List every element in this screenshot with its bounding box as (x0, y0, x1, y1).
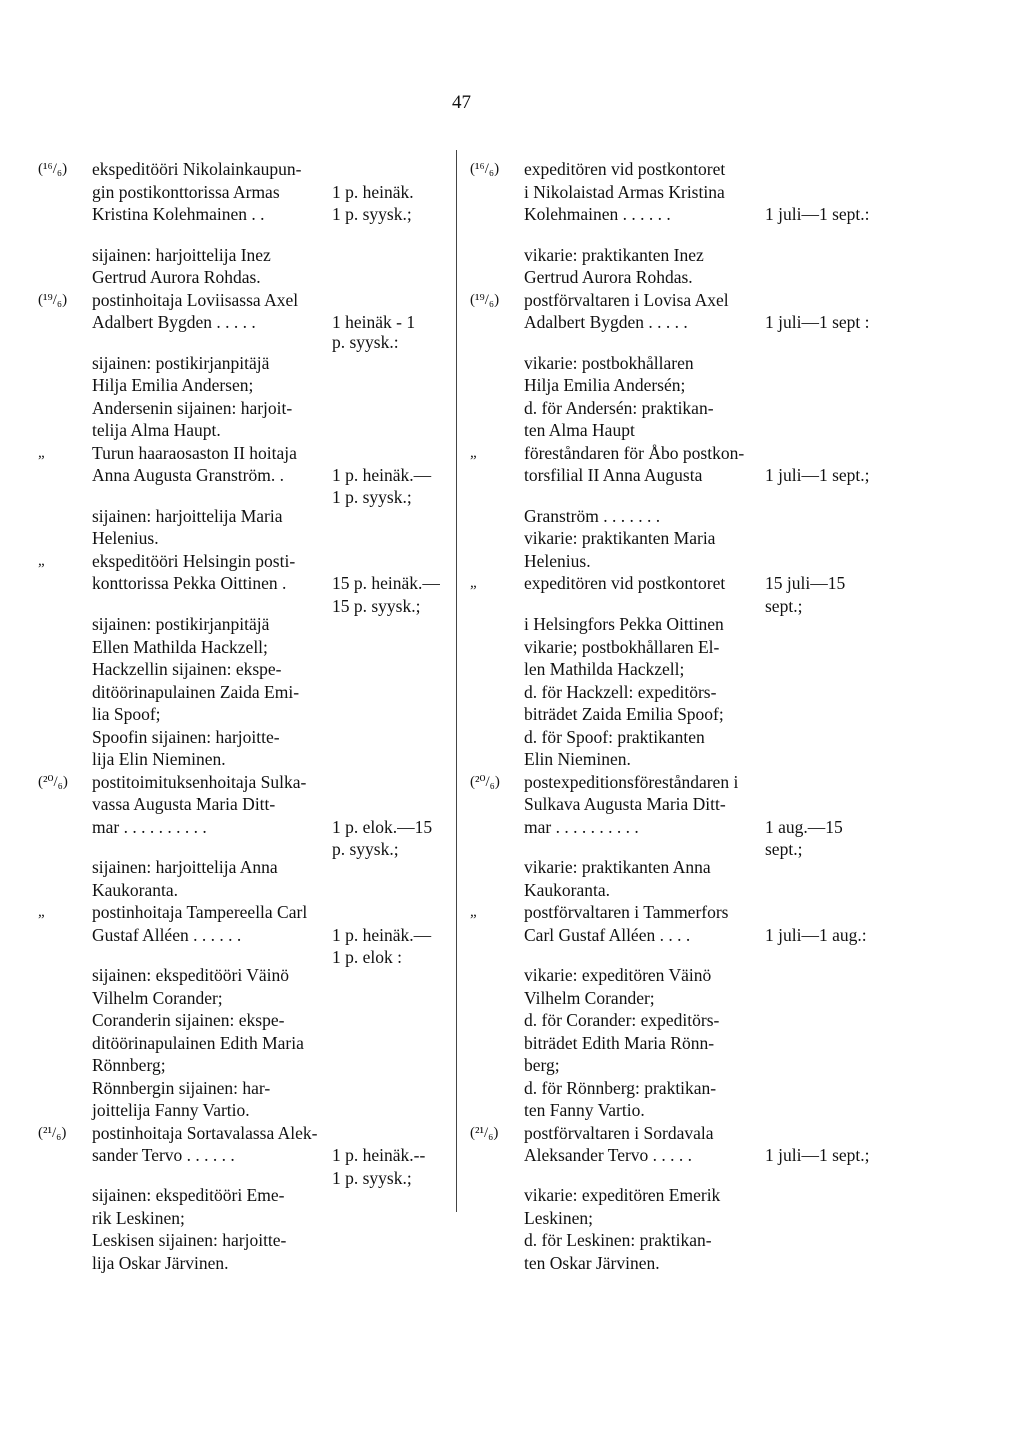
text-line: sijainen: harjoittelija Inez (92, 245, 271, 265)
text-line: postförvaltaren i Tammerfors (524, 902, 729, 922)
text-line: Kolehmainen . . . . . . (524, 204, 671, 224)
text-line: Adalbert Bygden . . . . . (92, 312, 256, 332)
entry-marker: (²⁰/₆) (38, 774, 68, 790)
text-line: i Helsingfors Pekka Oittinen (524, 614, 724, 634)
text-line: vikarie: praktikanten Anna (524, 857, 711, 877)
text-line: vassa Augusta Maria Ditt- (92, 794, 276, 814)
entry-marker: „ (38, 445, 45, 461)
entry-marker: (¹⁹/₆) (38, 292, 68, 308)
entry-marker: „ (470, 575, 477, 591)
text-line: ditöörinapulainen Zaida Emi- (92, 682, 300, 702)
date-range: 15 p. syysk.; (332, 596, 421, 616)
text-line: postinhoitaja Tampereella Carl (92, 902, 308, 922)
entry-marker: „ (38, 553, 45, 569)
text-line: vikarie: postbokhållaren (524, 353, 694, 373)
date-range: 1 heinäk - 1 (332, 312, 416, 332)
text-line: lija Elin Nieminen. (92, 749, 226, 769)
text-line: Kristina Kolehmainen . . (92, 204, 265, 224)
date-range: 1 juli—1 sept : (765, 312, 870, 332)
text-line: Hilja Emilia Andersen; (92, 375, 254, 395)
entry-marker: (²¹/₆) (38, 1125, 67, 1141)
text-line: ditöörinapulainen Edith Maria (92, 1033, 304, 1053)
text-line: postexpeditionsföreståndaren i (524, 772, 739, 792)
date-range: 1 p. elok.—15 (332, 817, 433, 837)
date-range: 1 p. heinäk.— (332, 925, 432, 945)
text-line: joittelija Fanny Vartio. (92, 1100, 250, 1120)
date-range: 1 p. heinäk.-- (332, 1145, 426, 1165)
entry-marker: (¹⁶/₆) (470, 161, 500, 177)
text-line: Granström . . . . . . . (524, 506, 661, 526)
text-line: len Mathilda Hackzell; (524, 659, 685, 679)
text-line: Turun haaraosaston II hoitaja (92, 443, 297, 463)
text-line: expeditören vid postkontoret (524, 159, 726, 179)
entry-marker: „ (470, 904, 477, 920)
date-range: 1 p. syysk.; (332, 204, 412, 224)
text-line: d. för Andersén: praktikan- (524, 398, 714, 418)
text-line: sijainen: ekspeditööri Eme- (92, 1185, 285, 1205)
text-line: sijainen: ekspeditööri Väinö (92, 965, 290, 985)
date-range: p. syysk.: (332, 332, 399, 352)
text-line: lija Oskar Järvinen. (92, 1253, 229, 1273)
text-line: i Nikolaistad Armas Kristina (524, 182, 725, 202)
date-range: p. syysk.; (332, 839, 399, 859)
text-line: ekspeditööri Nikolainkaupun- (92, 159, 302, 179)
text-line: Gertrud Aurora Rohdas. (92, 267, 261, 287)
date-range: sept.; (765, 596, 803, 616)
text-line: mar . . . . . . . . . . (524, 817, 639, 837)
text-line: sijainen: harjoittelija Maria (92, 506, 283, 526)
entry-marker: (¹⁹/₆) (470, 292, 500, 308)
text-line: Hilja Emilia Andersén; (524, 375, 686, 395)
text-line: gin postikonttorissa Armas (92, 182, 280, 202)
date-range: 1 aug.—15 (765, 817, 843, 837)
text-line: Andersenin sijainen: harjoit- (92, 398, 293, 418)
text-line: Spoofin sijainen: harjoitte- (92, 727, 280, 747)
date-range: 1 juli—1 sept.; (765, 1145, 870, 1165)
text-line: biträdet Zaida Emilia Spoof; (524, 704, 724, 724)
date-range: 1 p. elok : (332, 947, 402, 967)
date-range: sept.; (765, 839, 803, 859)
text-line: Kaukoranta. (92, 880, 179, 900)
date-range: 1 juli—1 sept.: (765, 204, 870, 224)
page-number: 47 (452, 92, 471, 113)
text-line: föreståndaren för Åbo postkon- (524, 443, 745, 463)
date-range: 1 p. syysk.; (332, 1168, 412, 1188)
date-range: 1 juli—1 aug.: (765, 925, 867, 945)
text-line: ten Alma Haupt (524, 420, 635, 440)
text-line: rik Leskinen; (92, 1208, 185, 1228)
text-line: Gertrud Aurora Rohdas. (524, 267, 693, 287)
text-line: sander Tervo . . . . . . (92, 1145, 235, 1165)
text-line: Leskinen; (524, 1208, 594, 1228)
text-line: d. för Leskinen: praktikan- (524, 1230, 712, 1250)
text-line: vikarie: expeditören Väinö (524, 965, 712, 985)
text-line: Leskisen sijainen: harjoitte- (92, 1230, 287, 1250)
text-line: Gustaf Alléen . . . . . . (92, 925, 242, 945)
text-line: Adalbert Bygden . . . . . (524, 312, 688, 332)
text-line: ten Fanny Vartio. (524, 1100, 645, 1120)
text-line: postinhoitaja Loviisassa Axel (92, 290, 299, 310)
date-range: 15 juli—15 (765, 573, 846, 593)
entry-marker: (²¹/₆) (470, 1125, 499, 1141)
text-line: d. för Corander: expeditörs- (524, 1010, 720, 1030)
text-line: Helenius. (92, 528, 159, 548)
text-line: lia Spoof; (92, 704, 161, 724)
text-line: Carl Gustaf Alléen . . . . (524, 925, 691, 945)
column-divider (456, 150, 457, 1212)
text-line: expeditören vid postkontoret (524, 573, 726, 593)
entry-marker: „ (38, 904, 45, 920)
text-line: Rönnberg; (92, 1055, 166, 1075)
date-range: 1 p. heinäk.— (332, 465, 432, 485)
text-line: postförvaltaren i Sordavala (524, 1123, 714, 1143)
date-range: 15 p. heinäk.— (332, 573, 440, 593)
text-line: d. för Rönnberg: praktikan- (524, 1078, 717, 1098)
text-line: d. för Hackzell: expeditörs- (524, 682, 717, 702)
text-line: postinhoitaja Sortavalassa Alek- (92, 1123, 318, 1143)
text-line: Kaukoranta. (524, 880, 611, 900)
text-line: Ellen Mathilda Hackzell; (92, 637, 268, 657)
entry-marker: „ (470, 445, 477, 461)
text-line: d. för Spoof: praktikanten (524, 727, 705, 747)
text-line: vikarie: expeditören Emerik (524, 1185, 721, 1205)
text-line: mar . . . . . . . . . . (92, 817, 207, 837)
text-line: Vilhelm Corander; (92, 988, 223, 1008)
text-line: Sulkava Augusta Maria Ditt- (524, 794, 726, 814)
text-line: Aleksander Tervo . . . . . (524, 1145, 693, 1165)
date-range: 1 p. heinäk. (332, 182, 414, 202)
date-range: 1 juli—1 sept.; (765, 465, 870, 485)
text-line: biträdet Edith Maria Rönn- (524, 1033, 715, 1053)
text-line: vikarie: praktikanten Inez (524, 245, 704, 265)
text-line: Hackzellin sijainen: ekspe- (92, 659, 282, 679)
text-line: postitoimituksenhoitaja Sulka- (92, 772, 307, 792)
text-line: berg; (524, 1055, 560, 1075)
text-line: Rönnbergin sijainen: har- (92, 1078, 271, 1098)
text-line: vikarie: praktikanten Maria (524, 528, 716, 548)
text-line: torsfilial II Anna Augusta (524, 465, 703, 485)
text-line: Vilhelm Corander; (524, 988, 655, 1008)
text-line: konttorissa Pekka Oittinen . (92, 573, 287, 593)
date-range: 1 p. syysk.; (332, 487, 412, 507)
text-line: Coranderin sijainen: ekspe- (92, 1010, 285, 1030)
text-line: telija Alma Haupt. (92, 420, 221, 440)
text-line: Elin Nieminen. (524, 749, 631, 769)
entry-marker: (²⁰/₆) (470, 774, 500, 790)
text-line: sijainen: postikirjanpitäjä (92, 614, 270, 634)
text-line: Anna Augusta Granström. . (92, 465, 284, 485)
text-line: sijainen: postikirjanpitäjä (92, 353, 270, 373)
text-line: ten Oskar Järvinen. (524, 1253, 660, 1273)
text-line: sijainen: harjoittelija Anna (92, 857, 278, 877)
text-line: Helenius. (524, 551, 591, 571)
text-line: ekspeditööri Helsingin posti- (92, 551, 296, 571)
text-line: postförvaltaren i Lovisa Axel (524, 290, 729, 310)
entry-marker: (¹⁶/₆) (38, 161, 68, 177)
text-line: vikarie; postbokhållaren El- (524, 637, 720, 657)
